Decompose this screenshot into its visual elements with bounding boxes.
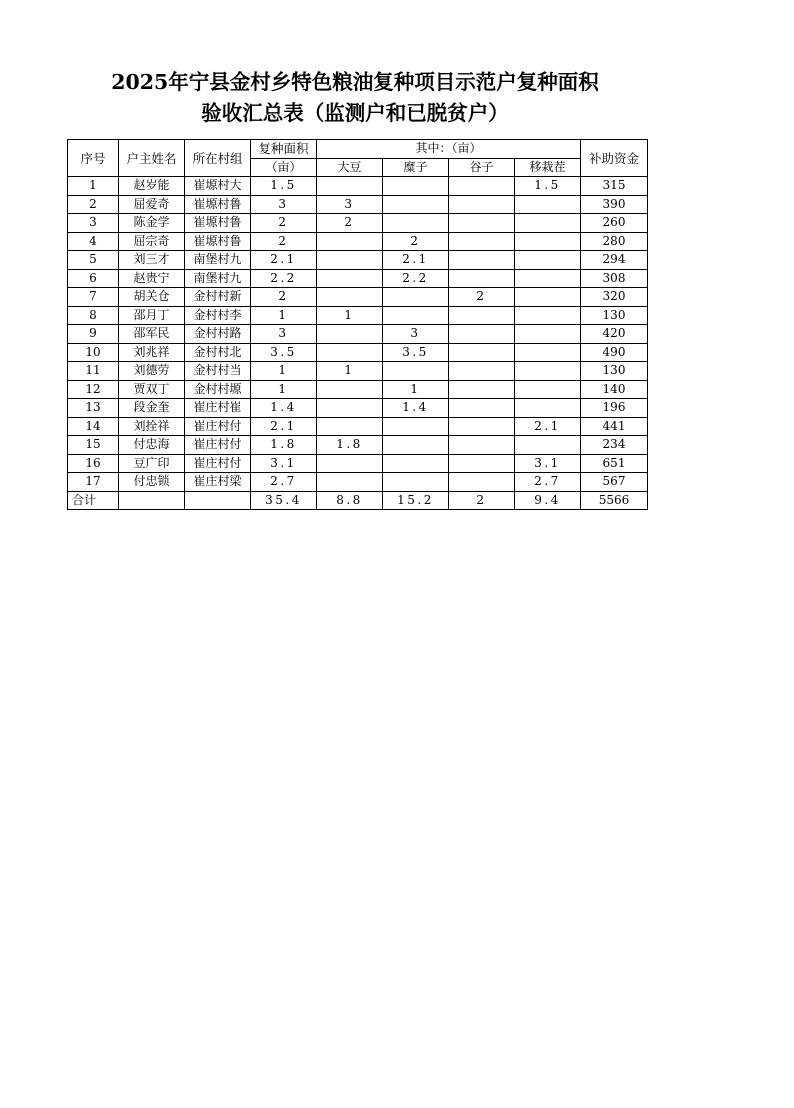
header-area-unit: （亩）	[251, 158, 317, 177]
cell-village: 崔塬村鲁	[185, 195, 251, 214]
cell-area: 2.1	[251, 417, 317, 436]
cell-subsidy: 320	[581, 288, 648, 307]
table-row	[68, 362, 648, 381]
total-millet: 2	[449, 491, 515, 510]
table-row	[68, 325, 648, 344]
cell-seq: 6	[68, 269, 119, 288]
document-title-line1: 2025年宁县金村乡特色粮油复种项目示范户复种面积	[111, 70, 599, 94]
cell-village: 金村村新	[185, 288, 251, 307]
cell-subsidy: 294	[581, 251, 648, 270]
cell-millet	[449, 362, 515, 381]
cell-area: 2	[251, 288, 317, 307]
cell-transplant: 3.1	[515, 454, 581, 473]
cell-broomcorn: 2.2	[383, 269, 449, 288]
cell-area: 1	[251, 380, 317, 399]
cell-village: 南堡村九	[185, 251, 251, 270]
cell-transplant	[515, 232, 581, 251]
cell-name: 付忠锁	[119, 473, 185, 492]
cell-name: 段金奎	[119, 399, 185, 418]
cell-subsidy: 234	[581, 436, 648, 455]
cell-village: 崔庄村付	[185, 436, 251, 455]
cell-soybean	[317, 288, 383, 307]
total-label: 合计	[68, 491, 119, 510]
cell-area: 1.8	[251, 436, 317, 455]
cell-broomcorn: 3	[383, 325, 449, 344]
cell-village: 崔塬村大	[185, 177, 251, 196]
cell-subsidy: 140	[581, 380, 648, 399]
cell-millet	[449, 177, 515, 196]
cell-seq: 1	[68, 177, 119, 196]
header-name: 户主姓名	[119, 140, 185, 177]
cell-seq: 2	[68, 195, 119, 214]
cell-soybean: 1	[317, 362, 383, 381]
table-row	[68, 177, 648, 196]
cell-seq: 17	[68, 473, 119, 492]
cell-transplant	[515, 325, 581, 344]
cell-name: 刘兆祥	[119, 343, 185, 362]
cell-transplant	[515, 306, 581, 325]
header-subsidy: 补助资金	[581, 140, 648, 177]
cell-broomcorn: 1.4	[383, 399, 449, 418]
cell-broomcorn	[383, 177, 449, 196]
cell-subsidy: 196	[581, 399, 648, 418]
total-empty-village	[185, 491, 251, 510]
cell-village: 崔庄村付	[185, 454, 251, 473]
cell-broomcorn	[383, 473, 449, 492]
cell-subsidy: 420	[581, 325, 648, 344]
cell-village: 金村村当	[185, 362, 251, 381]
cell-soybean	[317, 232, 383, 251]
cell-transplant	[515, 214, 581, 233]
cell-subsidy: 315	[581, 177, 648, 196]
table-row	[68, 417, 648, 436]
cell-area: 1.4	[251, 399, 317, 418]
cell-millet	[449, 380, 515, 399]
cell-millet	[449, 232, 515, 251]
header-area: 复种面积	[251, 140, 317, 159]
cell-area: 2	[251, 232, 317, 251]
cell-soybean	[317, 325, 383, 344]
cell-soybean	[317, 251, 383, 270]
cell-village: 崔庄村崔	[185, 399, 251, 418]
cell-millet	[449, 306, 515, 325]
cell-village: 崔庄村付	[185, 417, 251, 436]
cell-area: 2	[251, 214, 317, 233]
total-soybean: 8.8	[317, 491, 383, 510]
cell-subsidy: 130	[581, 362, 648, 381]
cell-seq: 14	[68, 417, 119, 436]
cell-seq: 5	[68, 251, 119, 270]
header-village: 所在村组	[185, 140, 251, 177]
header-among: 其中：（亩）	[317, 140, 581, 159]
cell-transplant: 2.7	[515, 473, 581, 492]
table-row	[68, 288, 648, 307]
cell-soybean	[317, 454, 383, 473]
header-millet: 谷子	[449, 158, 515, 177]
cell-name: 刘德劳	[119, 362, 185, 381]
cell-transplant	[515, 362, 581, 381]
table-row	[68, 269, 648, 288]
cell-seq: 4	[68, 232, 119, 251]
cell-name: 屈爱奇	[119, 195, 185, 214]
table-row	[68, 436, 648, 455]
cell-millet	[449, 454, 515, 473]
cell-name: 赵岁能	[119, 177, 185, 196]
cell-millet	[449, 399, 515, 418]
cell-transplant	[515, 343, 581, 362]
total-row	[68, 491, 648, 510]
cell-transplant	[515, 399, 581, 418]
cell-soybean: 1.8	[317, 436, 383, 455]
cell-village: 金村村北	[185, 343, 251, 362]
cell-millet	[449, 343, 515, 362]
document-title-line2: 验收汇总表（监测户和已脱贫户）	[201, 101, 509, 125]
cell-area: 3	[251, 325, 317, 344]
cell-transplant	[515, 380, 581, 399]
cell-seq: 10	[68, 343, 119, 362]
total-area: 35.4	[251, 491, 317, 510]
cell-broomcorn	[383, 214, 449, 233]
cell-broomcorn	[383, 417, 449, 436]
cell-soybean: 1	[317, 306, 383, 325]
cell-millet	[449, 269, 515, 288]
cell-millet: 2	[449, 288, 515, 307]
cell-transplant: 2.1	[515, 417, 581, 436]
cell-soybean	[317, 473, 383, 492]
table-row	[68, 306, 648, 325]
cell-seq: 8	[68, 306, 119, 325]
cell-subsidy: 651	[581, 454, 648, 473]
cell-subsidy: 130	[581, 306, 648, 325]
cell-seq: 13	[68, 399, 119, 418]
cell-name: 赵贵宁	[119, 269, 185, 288]
cell-millet	[449, 473, 515, 492]
cell-seq: 11	[68, 362, 119, 381]
cell-seq: 16	[68, 454, 119, 473]
cell-area: 1.5	[251, 177, 317, 196]
table-row	[68, 251, 648, 270]
table-row	[68, 380, 648, 399]
cell-village: 崔塬村鲁	[185, 214, 251, 233]
cell-subsidy: 490	[581, 343, 648, 362]
header-soybean: 大豆	[317, 158, 383, 177]
cell-area: 3.1	[251, 454, 317, 473]
cell-seq: 9	[68, 325, 119, 344]
cell-millet	[449, 436, 515, 455]
cell-millet	[449, 214, 515, 233]
cell-name: 屈宗奇	[119, 232, 185, 251]
cell-millet	[449, 251, 515, 270]
cell-soybean: 3	[317, 195, 383, 214]
cell-soybean: 2	[317, 214, 383, 233]
table-row	[68, 214, 648, 233]
cell-area: 1	[251, 306, 317, 325]
cell-broomcorn	[383, 195, 449, 214]
header-seq: 序号	[68, 140, 119, 177]
cell-soybean	[317, 177, 383, 196]
cell-village: 金村村塬	[185, 380, 251, 399]
cell-broomcorn	[383, 362, 449, 381]
cell-subsidy: 260	[581, 214, 648, 233]
cell-broomcorn	[383, 288, 449, 307]
cell-transplant	[515, 195, 581, 214]
cell-area: 3	[251, 195, 317, 214]
cell-transplant	[515, 251, 581, 270]
cell-millet	[449, 325, 515, 344]
cell-name: 贾双丁	[119, 380, 185, 399]
cell-soybean	[317, 417, 383, 436]
cell-broomcorn: 1	[383, 380, 449, 399]
total-empty-name	[119, 491, 185, 510]
cell-area: 3.5	[251, 343, 317, 362]
cell-village: 崔塬村鲁	[185, 232, 251, 251]
table-body	[68, 177, 648, 492]
table-row	[68, 473, 648, 492]
cell-name: 刘三才	[119, 251, 185, 270]
table-row	[68, 454, 648, 473]
total-transplant: 9.4	[515, 491, 581, 510]
cell-broomcorn	[383, 454, 449, 473]
cell-seq: 12	[68, 380, 119, 399]
total-broomcorn: 15.2	[383, 491, 449, 510]
cell-name: 胡关仓	[119, 288, 185, 307]
acceptance-summary-table	[67, 139, 648, 510]
cell-transplant	[515, 269, 581, 288]
cell-seq: 3	[68, 214, 119, 233]
cell-subsidy: 567	[581, 473, 648, 492]
cell-soybean	[317, 399, 383, 418]
table-row	[68, 232, 648, 251]
cell-village: 南堡村九	[185, 269, 251, 288]
cell-broomcorn: 2.1	[383, 251, 449, 270]
cell-subsidy: 441	[581, 417, 648, 436]
cell-broomcorn	[383, 306, 449, 325]
cell-village: 崔庄村梁	[185, 473, 251, 492]
cell-village: 金村村李	[185, 306, 251, 325]
total-subsidy: 5566	[581, 491, 648, 510]
cell-name: 豆广印	[119, 454, 185, 473]
cell-village: 金村村路	[185, 325, 251, 344]
cell-transplant: 1.5	[515, 177, 581, 196]
cell-name: 付忠海	[119, 436, 185, 455]
cell-area: 2.1	[251, 251, 317, 270]
cell-area: 1	[251, 362, 317, 381]
cell-seq: 7	[68, 288, 119, 307]
cell-subsidy: 390	[581, 195, 648, 214]
cell-area: 2.7	[251, 473, 317, 492]
cell-millet	[449, 417, 515, 436]
cell-seq: 15	[68, 436, 119, 455]
cell-subsidy: 280	[581, 232, 648, 251]
cell-name: 刘拴祥	[119, 417, 185, 436]
cell-broomcorn: 3.5	[383, 343, 449, 362]
header-broomcorn-millet: 糜子	[383, 158, 449, 177]
cell-broomcorn: 2	[383, 232, 449, 251]
header-transplant: 移栽茬	[515, 158, 581, 177]
cell-name: 陈金学	[119, 214, 185, 233]
cell-transplant	[515, 288, 581, 307]
cell-broomcorn	[383, 436, 449, 455]
cell-soybean	[317, 269, 383, 288]
cell-soybean	[317, 380, 383, 399]
cell-subsidy: 308	[581, 269, 648, 288]
cell-name: 邵军民	[119, 325, 185, 344]
cell-area: 2.2	[251, 269, 317, 288]
table-row	[68, 343, 648, 362]
cell-name: 邵月丁	[119, 306, 185, 325]
cell-millet	[449, 195, 515, 214]
cell-soybean	[317, 343, 383, 362]
table-row	[68, 195, 648, 214]
table-row	[68, 399, 648, 418]
cell-transplant	[515, 436, 581, 455]
